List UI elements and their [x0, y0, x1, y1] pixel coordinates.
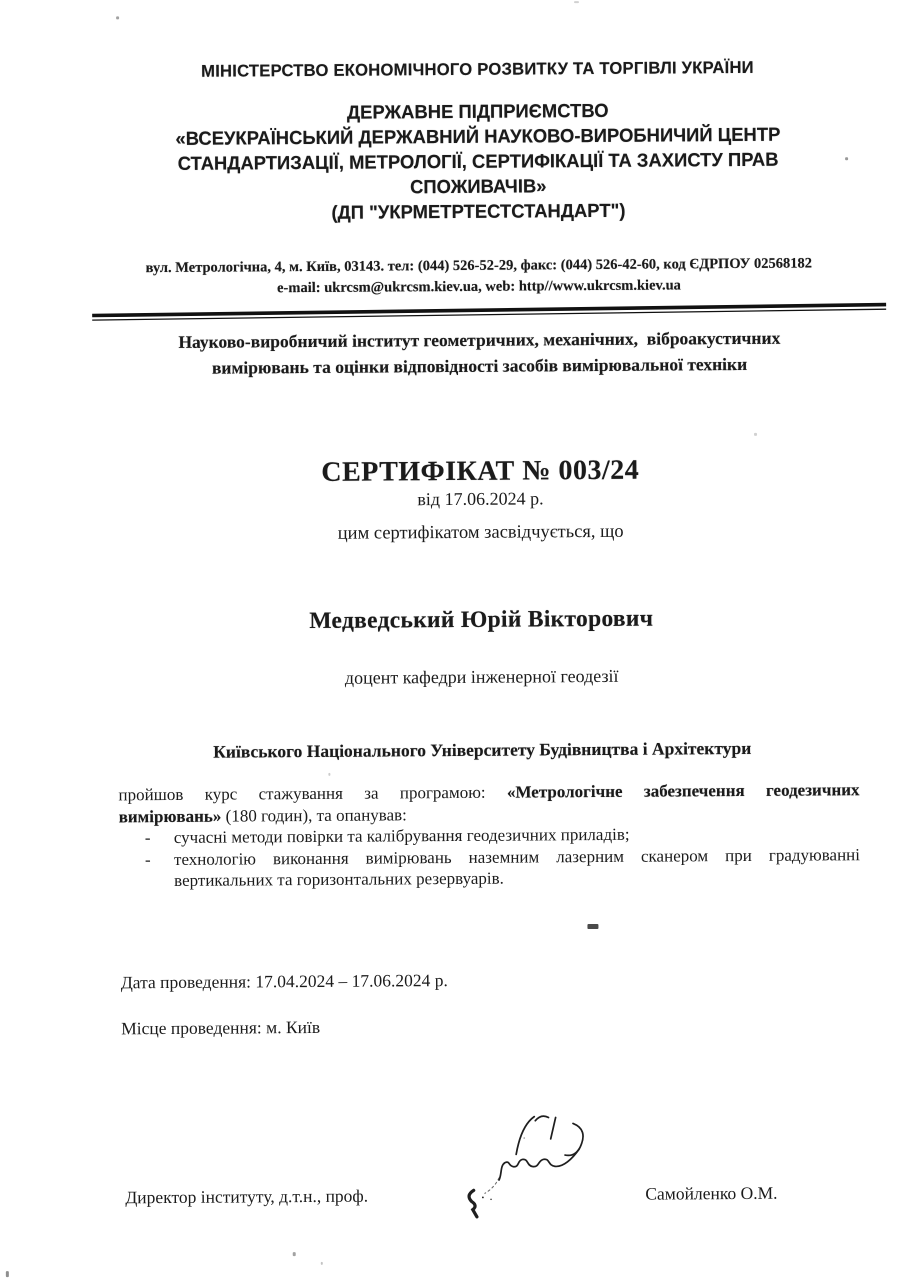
- certificate-issue-date: від 17.06.2024 р.: [417, 488, 544, 510]
- scan-speck: [116, 16, 119, 19]
- enterprise-name-line: «ВСЕУКРАЇНСЬКИЙ ДЕРЖАВНИЙ НАУКОВО-ВИРОБНИЧИЙ ЦЕНТР: [175, 124, 781, 150]
- scan-speck: [845, 157, 848, 160]
- enterprise-name: [66, 97, 889, 228]
- scan-speck: [6, 1271, 9, 1277]
- enterprise-name-line: (ДП "УКРМЕТРТЕСТСТАНДАРТ"): [331, 200, 626, 224]
- enterprise-name-line: ДЕРЖАВНЕ ПІДПРИЄМСТВО: [346, 100, 609, 124]
- enterprise-name-line: СТАНДАРТИЗАЦІЇ, МЕТРОЛОГІЇ, СЕРТИФІКАЦІЇ ТА ЗАХИСТУ ПРАВ: [177, 149, 779, 175]
- event-place: Місце проведення: м. Київ: [121, 1016, 321, 1039]
- contact-email-line: e-mail: ukrcsm@ukrcsm.kiev.ua, web: http//www.ukrcsm.kiev.ua: [277, 277, 681, 297]
- scan-speck: [574, 1, 579, 3]
- institute-name-line: Науково-виробничий інститут геометричних, механічних, віброакустичних: [178, 327, 781, 352]
- signature: [459, 1107, 615, 1220]
- program-line: пройшов курс стажування за програмою: «Метрологічне забезпечення геодезичних: [118, 780, 860, 805]
- program-paragraph: [118, 779, 860, 892]
- certificate-title: СЕРТИФІКАТ № 003/24: [321, 454, 640, 488]
- institute-name: [55, 324, 903, 382]
- director-label: Директор інституту, д.т.н., проф.: [125, 1185, 369, 1208]
- enterprise-name-line: СПОЖИВАЧІВ»: [409, 176, 547, 199]
- person-name: Медведський Юрій Вікторович: [309, 605, 654, 635]
- scan-speck: [754, 433, 757, 436]
- scan-speck: [328, 773, 330, 776]
- bullet-dash: -: [144, 828, 151, 848]
- certificate-intro: цим сертифікатом засвідчується, що: [337, 521, 624, 544]
- event-date: Дата проведення: 17.04.2024 – 17.06.2024 р.: [120, 970, 448, 993]
- scan-speck: [587, 924, 598, 929]
- person-position: доцент кафедри інженерної геодезії: [344, 665, 619, 688]
- bullet-text: технологію виконання вимірювань наземним лазерним сканером при градуюванні вертикальних та горизонтальних резервуарів.: [173, 844, 861, 890]
- program-bullet: [119, 844, 860, 892]
- contact-info: [55, 253, 903, 301]
- ministry-title: МІНІСТЕРСТВО ЕКОНОМІЧНОГО РОЗВИТКУ ТА ТОРГІВЛІ УКРАЇНИ: [201, 57, 754, 81]
- bullet-text: сучасні методи повірки та калібрування геодезичних приладів;: [173, 824, 630, 847]
- scan-speck: [321, 1262, 323, 1265]
- institute-name-line: вимірювань та оцінки відповідності засобів вимірювальної техніки: [211, 353, 748, 378]
- bullet-dash: -: [144, 849, 151, 869]
- university-name: Київського Національного Університету Будівництва і Архітектури: [213, 737, 752, 762]
- contact-address-line: вул. Метрологічна, 4, м. Київ, 03143. тел: (044) 526-52-29, факс: (044) 526-42-60, код ЄДРПОУ 02568182: [145, 255, 813, 277]
- signature-scribble-icon: [459, 1107, 615, 1220]
- divider-rule: [0, 296, 903, 326]
- scan-speck: [293, 1252, 296, 1256]
- program-line: вимірювань» (180 годин), та опанував:: [118, 804, 407, 826]
- signatory-name: Самойленко О.М.: [645, 1182, 778, 1204]
